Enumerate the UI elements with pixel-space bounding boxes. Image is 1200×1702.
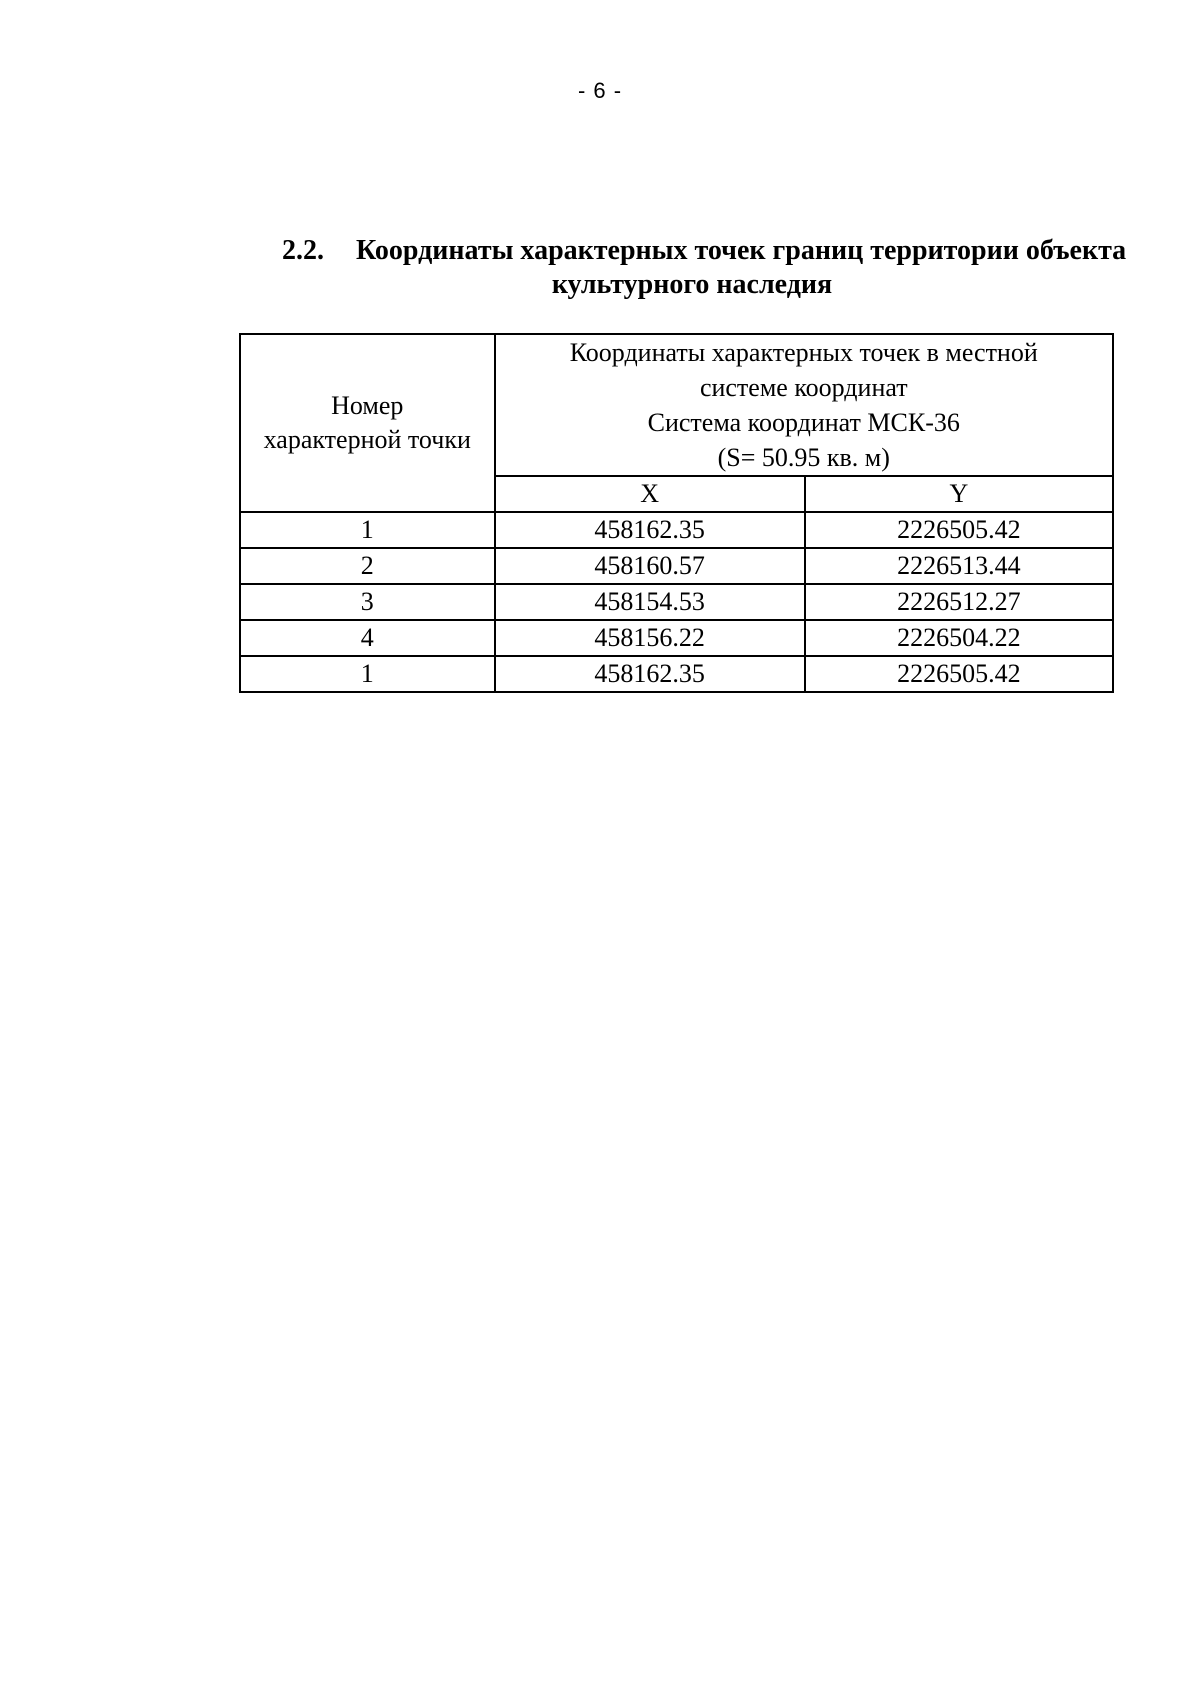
x-cell: 458154.53 (495, 584, 805, 620)
coordinates-header-line: (S= 50.95 кв. м) (717, 443, 890, 472)
coordinates-header (495, 334, 1113, 476)
x-cell: 458162.35 (495, 656, 805, 692)
section-heading-line1 (282, 234, 1142, 268)
coordinates-header-line: Система координат МСК-36 (647, 408, 960, 437)
section-title-part1: Координаты характерных точек границ территории объекта (356, 235, 1127, 266)
coordinates-header-line: Координаты характерных точек в местной (569, 338, 1038, 367)
section-number: 2.2. (282, 235, 324, 266)
point-number-header (240, 334, 495, 512)
y-cell: 2226512.27 (805, 584, 1113, 620)
y-column-header: Y (805, 476, 1113, 512)
y-cell: 2226505.42 (805, 656, 1113, 692)
x-cell: 458160.57 (495, 548, 805, 584)
point-number-cell: 1 (240, 512, 495, 548)
table-row (240, 548, 1113, 584)
point-number-cell: 1 (240, 656, 495, 692)
point-number-cell: 2 (240, 548, 495, 584)
x-cell: 458162.35 (495, 512, 805, 548)
table-row (240, 512, 1113, 548)
page-number: - 6 - (577, 78, 623, 103)
x-column-header: X (495, 476, 805, 512)
point-number-cell: 3 (240, 584, 495, 620)
y-cell: 2226505.42 (805, 512, 1113, 548)
point-number-cell: 4 (240, 620, 495, 656)
y-cell: 2226513.44 (805, 548, 1113, 584)
coordinates-header-line: системе координат (699, 373, 908, 402)
section-title-part2: культурного наследия (551, 269, 833, 300)
point-number-header-line1: Номер (331, 391, 404, 420)
table-header-row (240, 334, 1113, 476)
table-row (240, 584, 1113, 620)
table-row (240, 620, 1113, 656)
section-heading (282, 234, 1142, 302)
y-cell: 2226504.22 (805, 620, 1113, 656)
coordinates-table (239, 333, 1114, 693)
point-number-header-line2: характерной точки (263, 425, 471, 454)
x-cell: 458156.22 (495, 620, 805, 656)
table-row (240, 656, 1113, 692)
